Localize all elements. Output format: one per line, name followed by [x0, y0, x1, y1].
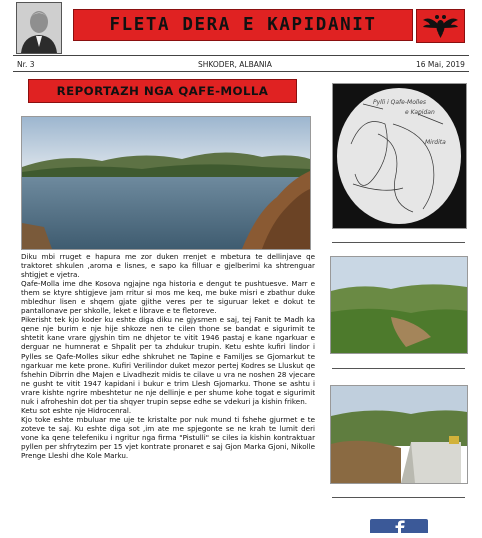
- lake-photo: [21, 116, 311, 250]
- masthead-rule-bottom: [13, 71, 469, 72]
- article-paragraph: Kjo toke eshte mbuluar me uje te kristalte por nuk mund ti fshehe gjurmet e te zoteve te saj. Ku eshte diga sot ,im ate me spjegonte se ne krah te lumit deri vone ka qene telefeniku i ngritur nga firma "Pistulli" se ciles ia kishin kontraktuar pyllen per shfrytezim per 15 vjet kontrate pronaret e saj Gjon Marka Gjoni, Nikolle Prenge Lleshi dhe Kole Marku.: [21, 414, 315, 461]
- founder-portrait: [16, 2, 62, 54]
- facebook-icon: [370, 520, 428, 534]
- publication-place: SHKODER, ALBANIA: [198, 60, 272, 69]
- article-paragraph: Diku mbi rruget e hapura me zor duken rrenjet e mbetura te dellinjave qe traktoret shkulen ,aroma e lisnes, e sapo ka filluar e gjelberimi ka shtrenguar shtigjet e vjetra.: [21, 252, 315, 280]
- map-note: Pylli i Qafe-Molles: [373, 99, 427, 106]
- hand-drawn-map-photo: [332, 83, 467, 229]
- article-paragraph: Pikerisht tek kjo koder ku eshte diga diku ne gjysmen e saj, tej Fanit te Madh ka qene nje burim e nje hije shkoze nen te cilen thone se bandat e sigurimit te shtetit kane vrare gjyshin tim ne dhjetor te vitit 1946 pastaj e kane ngarkuar e derguar ne humnerat e Shpalit per ta zhdukur trupin. Ketu eshte kufiri lindor i Pylles se Qafe-Molles sikur edhe shkruhet ne Tapine e Familjes se Gjomarkut te ngarkuar me kete prone. Kufiri Verilindor duket mezor pertej Kodres se Lluskut qe fshehin Dibrrin dhe Majen e Livadhezit midis te cilave u vra ne noshen 28 vjecare ne gusht te vitit 1947 kapidani i bukur e trim Llesh Gjomarku. Thone se ashtu i vrare kishte ngrire mbeshtetur ne nje dellinje e per shume kohe togat e sigurimit nuk i afroheshin dot per tia shqyer trupin sepse edhe se vdekuri ja kishin friken.: [21, 315, 315, 406]
- portrait-photo-icon: [17, 3, 61, 53]
- hillside-photo: [330, 256, 468, 354]
- article-paragraph: Ketu sot eshte nje Hidrocenral.: [21, 405, 132, 415]
- article-body: [21, 252, 315, 460]
- masthead-rule-top: [13, 55, 469, 56]
- article-headline: REPORTAZH NGA QAFE-MOLLA: [28, 79, 297, 103]
- article-paragraph: Qafe-Molla ime dhe Kosova ngjajne nga historia e dengut te pushtuesve. Marr e them se ktyre shtigjeve jam rritur si mos me keq, me buke misri e zbathur duke mbledhur lisen e shqem gjate gjithe veres per te siguruar leket e dokut te pantallonave per shkolle, leket e librave e te fletoreve.: [21, 279, 315, 316]
- sidebar-divider: [332, 497, 465, 498]
- issue-number: Nr. 3: [17, 60, 35, 69]
- map-note: Mirdita: [425, 139, 446, 146]
- sidebar-divider: [332, 368, 465, 369]
- dam-photo: [330, 385, 468, 484]
- flag-emblem: [416, 9, 465, 43]
- sidebar-divider: [332, 242, 465, 243]
- newspaper-title: FLETA DERA E KAPIDANIT: [73, 9, 413, 41]
- facebook-link[interactable]: [370, 519, 428, 533]
- publication-date: 16 Mai, 2019: [416, 60, 465, 69]
- albanian-flag-emblem-icon: [417, 10, 464, 42]
- map-note: e Kapidan: [405, 109, 435, 116]
